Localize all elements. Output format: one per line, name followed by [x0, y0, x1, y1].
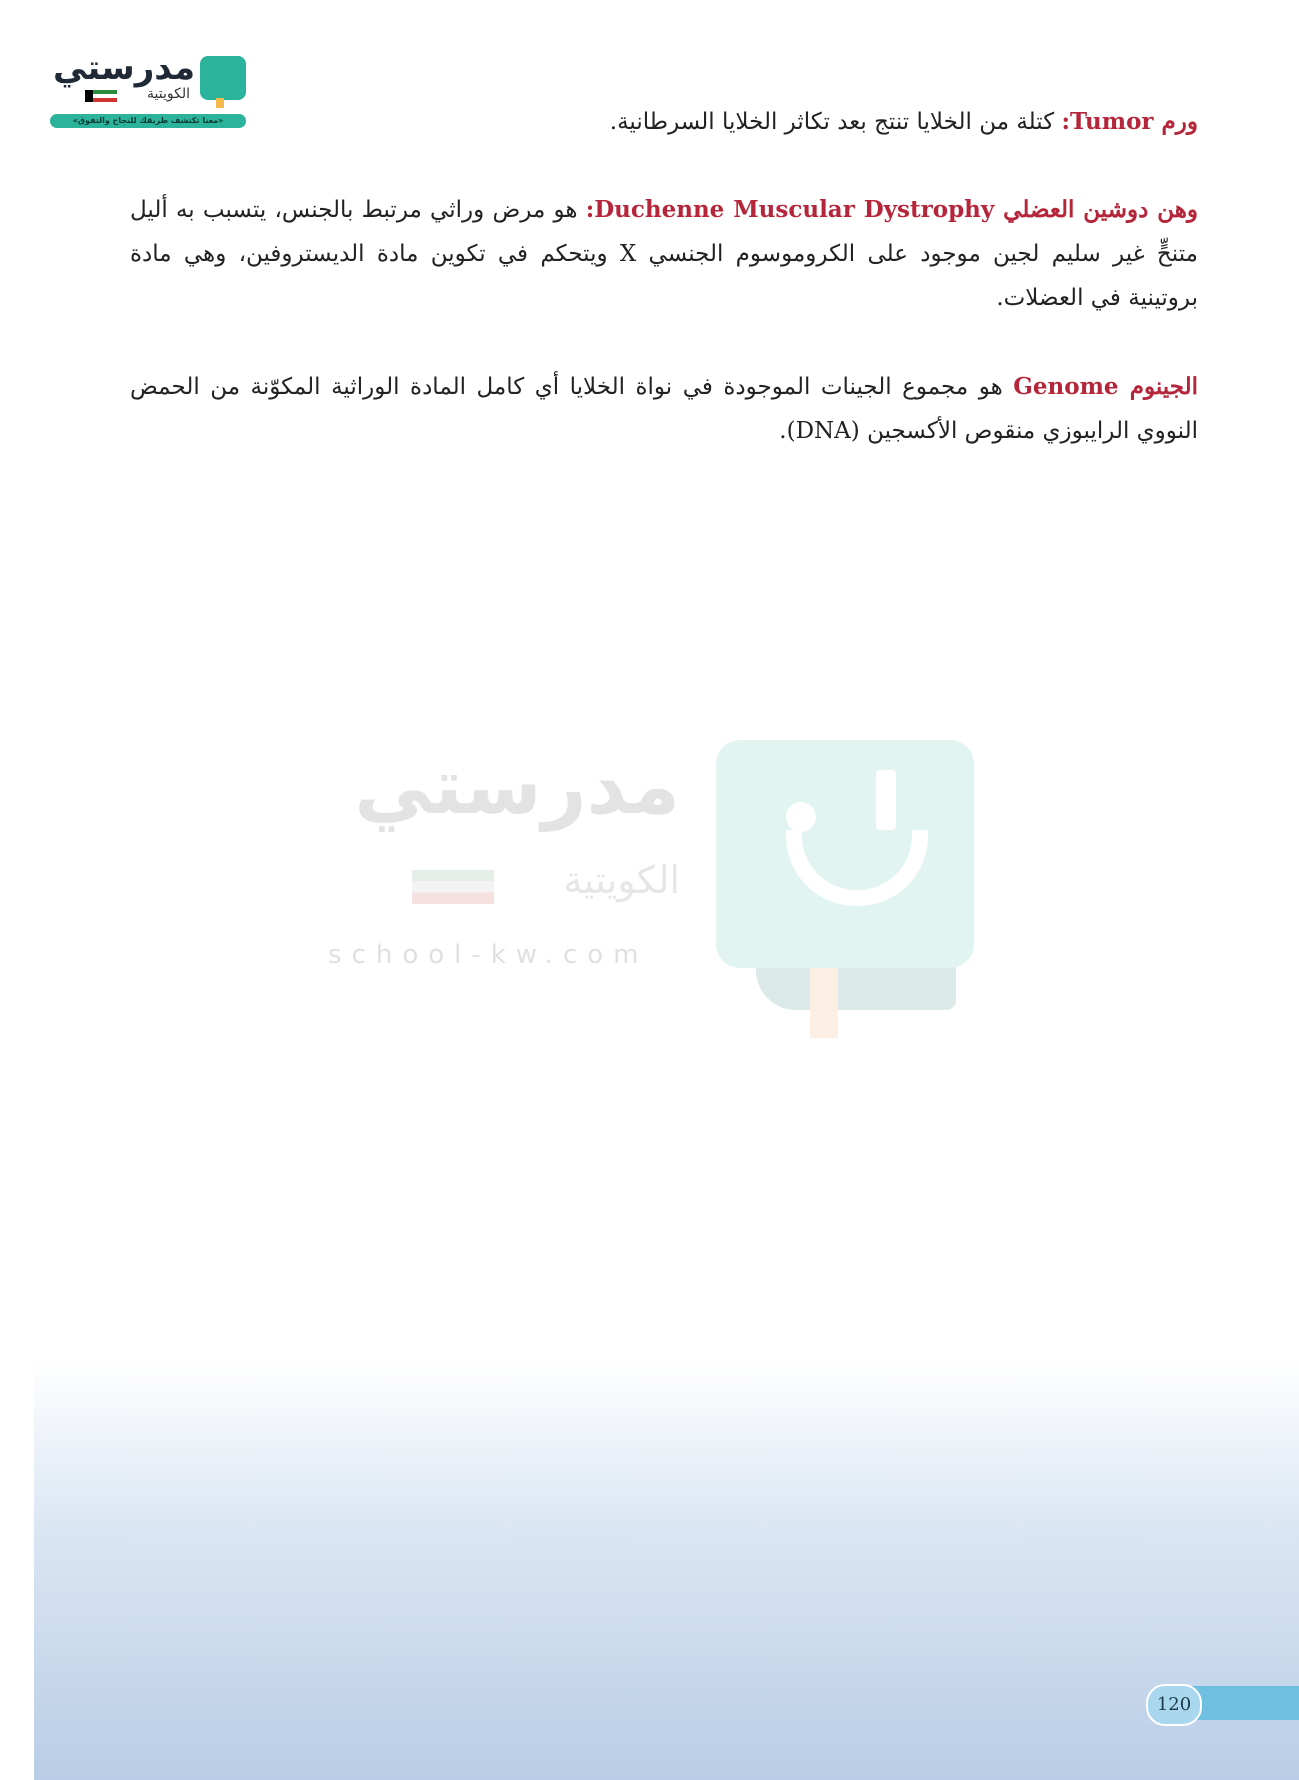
glossary-term: ورم Tumor:	[1061, 108, 1198, 135]
glossary-definition: هو مجموع الجينات الموجودة في نواة الخلايا أي كامل المادة الوراثية المكوّنة من الحمض النووي الرايبوزي منقوص الأكسجين (DNA).	[130, 374, 1198, 444]
glossary-entry	[130, 100, 1198, 144]
watermark-eye	[786, 802, 816, 832]
watermark-bookmark-icon	[810, 968, 838, 1038]
glossary-term: الجينوم Genome	[1013, 373, 1198, 400]
page-margin	[0, 0, 34, 1780]
logo-badge-icon	[200, 56, 246, 100]
glossary-definition: هو مرض وراثي مرتبط بالجنس، يتسبب به أليل متنحٍّ غير سليم لجين موجود على الكروموسوم الجنسي X ويتحكم في تكوين مادة الديستروفين، وهي مادة بروتينية في العضلات.	[130, 197, 1198, 311]
watermark-subtitle: الكويتية	[563, 858, 680, 902]
watermark-title: مدرستي	[354, 742, 680, 832]
page-number: 120	[1146, 1684, 1202, 1726]
glossary-term: وهن دوشين العضلي Duchenne Muscular Dystrophy:	[585, 196, 1199, 223]
logo-subtitle: الكويتية	[147, 86, 190, 102]
logo-tagline: «معنا تكتشف طريقك للنجاح والتفوق»	[50, 114, 246, 128]
glossary-definition: كتلة من الخلايا تنتج بعد تكاثر الخلايا السرطانية.	[609, 109, 1062, 135]
watermark	[320, 740, 980, 1040]
page-background-gradient	[34, 1360, 1299, 1780]
watermark-eye	[876, 770, 896, 830]
watermark-url: school-kw.com	[328, 940, 649, 970]
logo-title: مدرستي	[53, 48, 195, 88]
glossary-entry	[130, 188, 1198, 320]
page-number-bar	[1186, 1686, 1299, 1720]
glossary-entry	[130, 365, 1198, 453]
